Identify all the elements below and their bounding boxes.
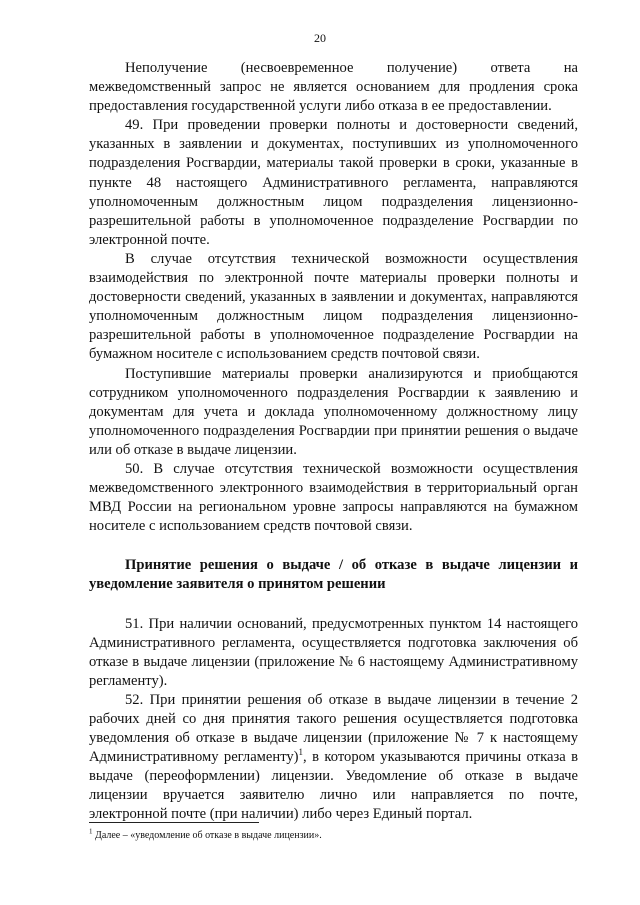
- footnote-text: Далее – «уведомление об отказе в выдаче лицензии».: [92, 830, 322, 841]
- page-number: 20: [314, 31, 326, 45]
- paragraph-50: 50. В случае отсутствия технической возможности осуществления межведомственного электронного взаимодействия в территориальный орган МВД России на региональном уровне запросы направляются на бумажном носителе с использованием средств почтовой связи.: [89, 460, 578, 535]
- section-heading: Принятие решения о выдаче / об отказе в выдаче лицензии и уведомление заявителя о принятом решении: [89, 557, 578, 593]
- paragraph-51: 51. При наличии оснований, предусмотренных пунктом 14 настоящего Административного регламента, осуществляется подготовка заключения об отказе в выдаче лицензии (приложение № 6 настоящему Административному регламенту).: [89, 615, 578, 689]
- paragraph-49: 49. При проведении проверки полноты и достоверности сведений, указанных в заявлении и документах, поступивших из уполномоченного подразделения Росгвардии, материалы такой проверки в сроки, указанные в пункте 48 настоящего Административного регламента, направляются уполномоченным должностным лицом подразделения лицензионно-разрешительной работы в уполномоченное подразделение Росгвардии по электронной почте.: [89, 117, 578, 248]
- document-body: [89, 59, 578, 825]
- footnote-separator: [89, 822, 259, 823]
- paragraph-52-text-before: 52. При принятии решения об отказе в выдаче лицензии в течение 2 рабочих дней со дня принятия такого решения осуществляется подготовка уведомления об отказе в выдаче лицензии (приложение № 7 к настоящему Административному регламенту): [89, 691, 578, 766]
- paragraph-nonreceipt: Неполучение (несвоевременное получение) ответа на межведомственный запрос не является основанием для продления срока предоставления государственной услуги либо отказа в ее предоставлении.: [89, 60, 578, 115]
- paragraph-materials-analysis: Поступившие материалы проверки анализируются и приобщаются сотрудником уполномоченного подразделения Росгвардии к заявлению и документам для учета и доклада уполномоченному должностному лицу уполномоченного подразделения Росгвардии при принятии решения о выдаче или об отказе в выдаче лицензии.: [89, 365, 578, 458]
- footnote: [89, 829, 578, 842]
- footnote-marker: 1: [89, 827, 93, 836]
- paragraph-52-text-after: , в котором указываются причины отказа в выдаче (переоформлении) лицензии. Уведомление об отказе в выдаче лицензии вручается заявителю лично или направляется по почте, электронной почте (при наличии) либо через Единый портал.: [89, 749, 578, 823]
- footnote-reference: 1: [298, 747, 304, 758]
- paragraph-52: [89, 691, 578, 825]
- paragraph-no-email: В случае отсутствия технической возможности осуществления взаимодействия по электронной почте материалы проверки полноты и достоверности сведений, указанных в заявлении и документах, направляются уполномоченным должностным лицом подразделения лицензионно-разрешительной работы в уполномоченное подразделение Росгвардии на бумажном носителе с использованием средств почтовой связи.: [89, 250, 578, 363]
